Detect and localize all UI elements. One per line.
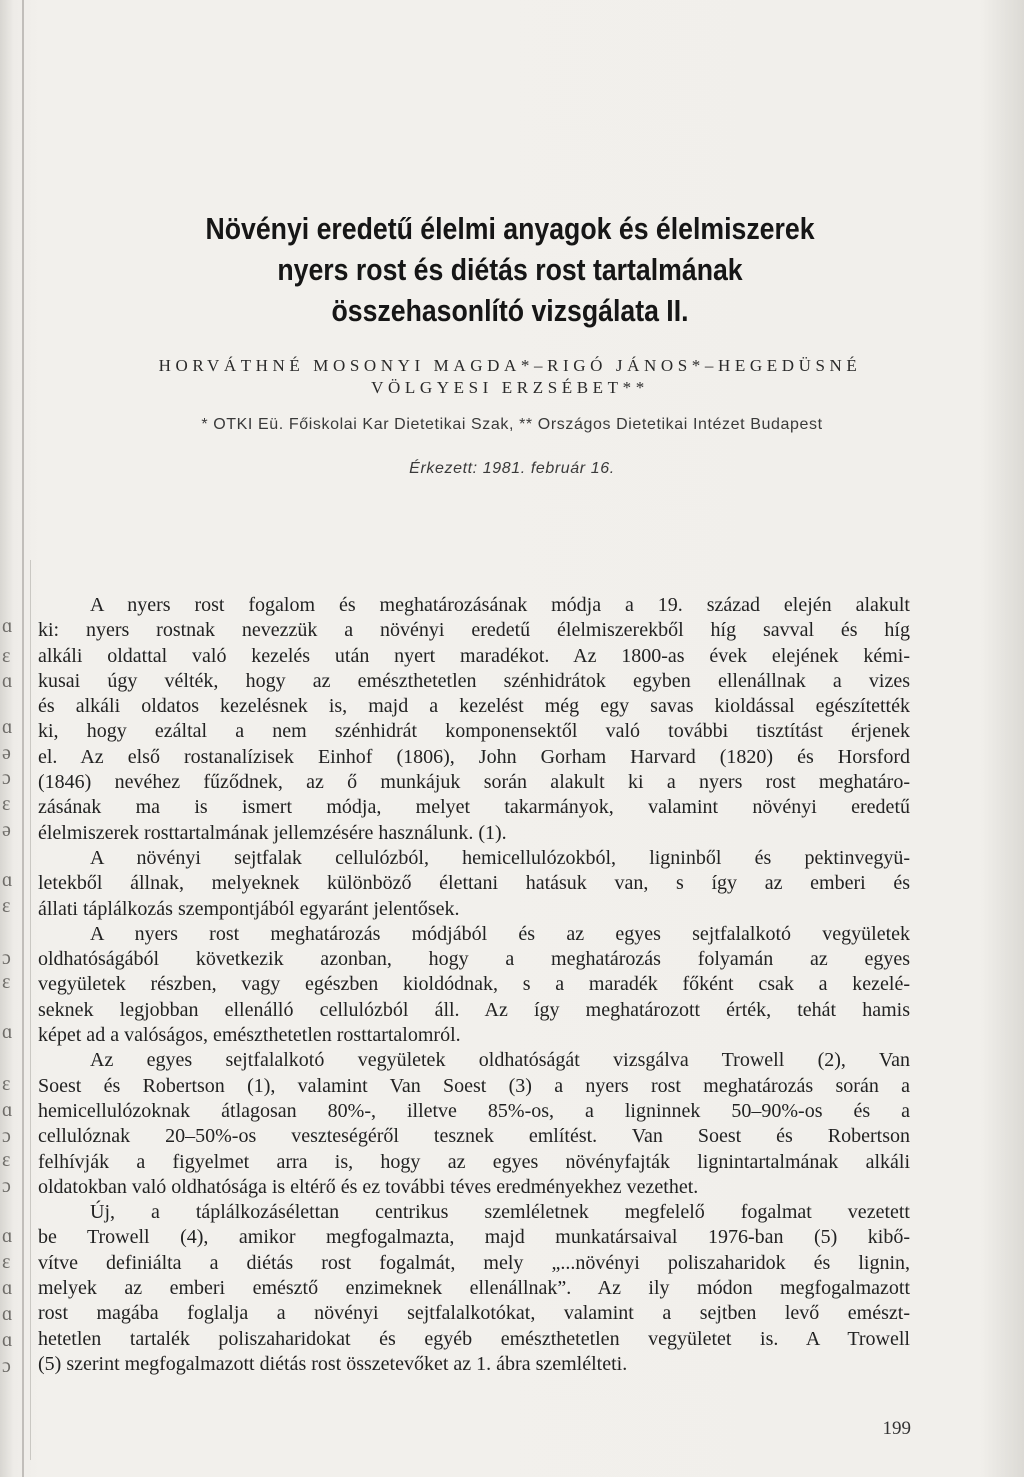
bleed-mark: ɛ — [2, 1251, 11, 1273]
text-line: oldatokban való oldhatósága is eltérő és ez további téves eredményekhez vezethet. — [38, 1175, 699, 1198]
title-line: nyers rost és diétás rost tartalmának — [277, 252, 743, 287]
text-line: Az egyes sejtfalalkotó vegyületek oldhatóságát vizsgálva Trowell (2), Van — [90, 1049, 910, 1072]
paragraph — [38, 922, 910, 1048]
paragraph — [38, 846, 910, 922]
text-line: kusai úgy vélték, hogy az emészthetetlen szénhidrátok egyben ellenállnak a vizes — [38, 669, 910, 692]
text-line: vegyületek részben, vagy egészben kioldódnak, s a maradék főként csak a kezelé- — [38, 973, 910, 996]
facing-page-edge — [30, 560, 31, 1460]
text-line: (5) szerint megfogalmazott diétás rost összetevőket az 1. ábra szemlélteti. — [38, 1352, 628, 1375]
text-line: vítve definiálta a diétás rost fogalmát, mely „...növényi poliszaharidok és lignin, — [38, 1251, 910, 1274]
bleed-mark: ɛ — [2, 645, 11, 667]
author-line: HORVÁTHNÉ MOSONYI MAGDA*–RIGÓ JÁNOS*–HEGEDÜSNÉ — [158, 356, 862, 375]
text-line: felhívják a figyelmet arra is, hogy az egyes növényfajták lignintartalmának alkáli — [38, 1150, 910, 1173]
bleed-mark: ɑ — [2, 1099, 13, 1121]
text-line: zásának ma is ismert módja, melyet takarmányok, valamint növényi eredetű — [38, 796, 910, 819]
text-line: hemicellulózoknak átlagosan 80%-, illetve 85%-os, a ligninnek 50–90%-os és a — [38, 1099, 910, 1122]
bleed-mark: ɑ — [2, 716, 13, 738]
text-line: (1846) nevéhez fűződnek, az ő munkájuk során alakult ki a nyers rost meghatáro- — [38, 771, 910, 794]
text-line: be Trowell (4), amikor megfogalmazta, majd munkatársaival 1976-ban (5) kibő- — [38, 1226, 910, 1249]
bleed-mark: ɑ — [2, 1277, 13, 1299]
binding-edge — [22, 0, 24, 1477]
bleed-mark: ɛ — [2, 1073, 11, 1095]
paragraph — [38, 593, 910, 846]
text-line: Soest és Robertson (1), valamint Van Soest (3) a nyers rost meghatározás során a — [38, 1074, 910, 1097]
bleed-mark: ə — [2, 742, 11, 764]
bleed-mark: ɔ — [2, 1175, 11, 1197]
received-date: Érkezett: 1981. február 16. — [409, 460, 615, 477]
author-line: VÖLGYESI ERZSÉBET** — [371, 378, 649, 397]
paragraph — [38, 1048, 910, 1200]
bleed-mark: ɛ — [2, 971, 11, 993]
bleed-mark: ɑ — [2, 1329, 13, 1351]
affiliation: * OTKI Eü. Főiskolai Kar Dietetikai Szak, ** Országos Dietetikai Intézet Budapest — [201, 416, 823, 433]
bleed-mark: ɑ — [2, 1303, 13, 1325]
article-body — [38, 593, 910, 1377]
bleed-mark: ɑ — [2, 670, 13, 692]
text-line: hetetlen tartalék poliszaharidokat és egyéb emészthetetlen vegyületet is. A Trowell — [38, 1327, 910, 1350]
author-list — [30, 355, 990, 399]
bleed-mark: ɔ — [2, 767, 11, 789]
text-line: alkáli oldattal való kezelés után nyert maradékot. Az 1800-as évek elejének kémi- — [38, 644, 910, 667]
bleed-mark: ɔ — [2, 947, 11, 969]
bleed-mark: ɔ — [2, 1125, 11, 1147]
article-title — [123, 208, 897, 331]
bleed-mark: ə — [2, 819, 11, 841]
text-line: letekből állnak, melyeknek különböző élettani hatásuk van, s így az emberi és — [38, 872, 910, 895]
text-line: seknek legjobban ellenálló cellulózból áll. Az így meghatározott érték, tehát hamis — [38, 998, 910, 1021]
text-line: rost magába foglalja a növényi sejtfalalkotókat, valamint a sejtben levő emészt- — [38, 1302, 910, 1325]
text-line: A növényi sejtfalak cellulózból, hemicellulózokból, ligninből és pektinvegyü- — [90, 846, 910, 869]
text-line: és alkáli oldatos kezelésnek is, majd a kezelést még egy savas kioldással egészítették — [38, 695, 910, 718]
paragraph — [38, 1200, 910, 1377]
title-line: összehasonlító vizsgálata II. — [331, 293, 689, 328]
page-number: 199 — [882, 1418, 911, 1439]
bleed-mark: ɑ — [2, 1021, 13, 1043]
text-line: el. Az első rostanalízisek Einhof (1806), John Gorham Harvard (1820) és Horsford — [38, 745, 910, 768]
bleed-mark: ɛ — [2, 1149, 11, 1171]
text-line: Új, a táplálkozásélettan centrikus szemléletnek megfelelő fogalmat vezetett — [90, 1201, 910, 1224]
bleed-mark: ɑ — [2, 1225, 13, 1247]
bleed-mark: ɑ — [2, 869, 13, 891]
text-line: képet ad a valóságos, emészthetetlen rosttartalomról. — [38, 1024, 461, 1047]
bleed-mark: ɛ — [2, 793, 11, 815]
bleed-mark: ɔ — [2, 1355, 11, 1377]
text-line: melyek az emberi emésztő enzimeknek ellenállnak”. Az ily módon megfogalmazott — [38, 1277, 910, 1300]
text-line: ki: nyers rostnak nevezzük a növényi eredetű élelmiszerekből híg savval és híg — [38, 619, 910, 642]
text-line: oldhatóságából következik azonban, hogy a meghatározás folyamán az egyes — [38, 948, 910, 971]
text-line: élelmiszerek rosttartalmának jellemzésére használunk. (1). — [38, 821, 507, 844]
text-line: állati táplálkozás szempontjából egyaránt jelentősek. — [38, 897, 460, 920]
text-line: A nyers rost meghatározás módjából és az egyes sejtfalalkotó vegyületek — [90, 922, 910, 945]
bleed-mark: ɛ — [2, 895, 11, 917]
text-line: ki, hogy ezáltal a nem szénhidrát komponensektől való további tisztítást érjenek — [38, 720, 910, 743]
bleed-mark: ɑ — [2, 615, 13, 637]
text-line: A nyers rost fogalom és meghatározásának módja a 19. század elején alakult — [90, 594, 910, 616]
title-line: Növényi eredetű élelmi anyagok és élelmiszerek — [205, 211, 815, 246]
text-line: cellulóznak 20–50%-os veszteségéről tesznek említést. Van Soest és Robertson — [38, 1125, 910, 1148]
